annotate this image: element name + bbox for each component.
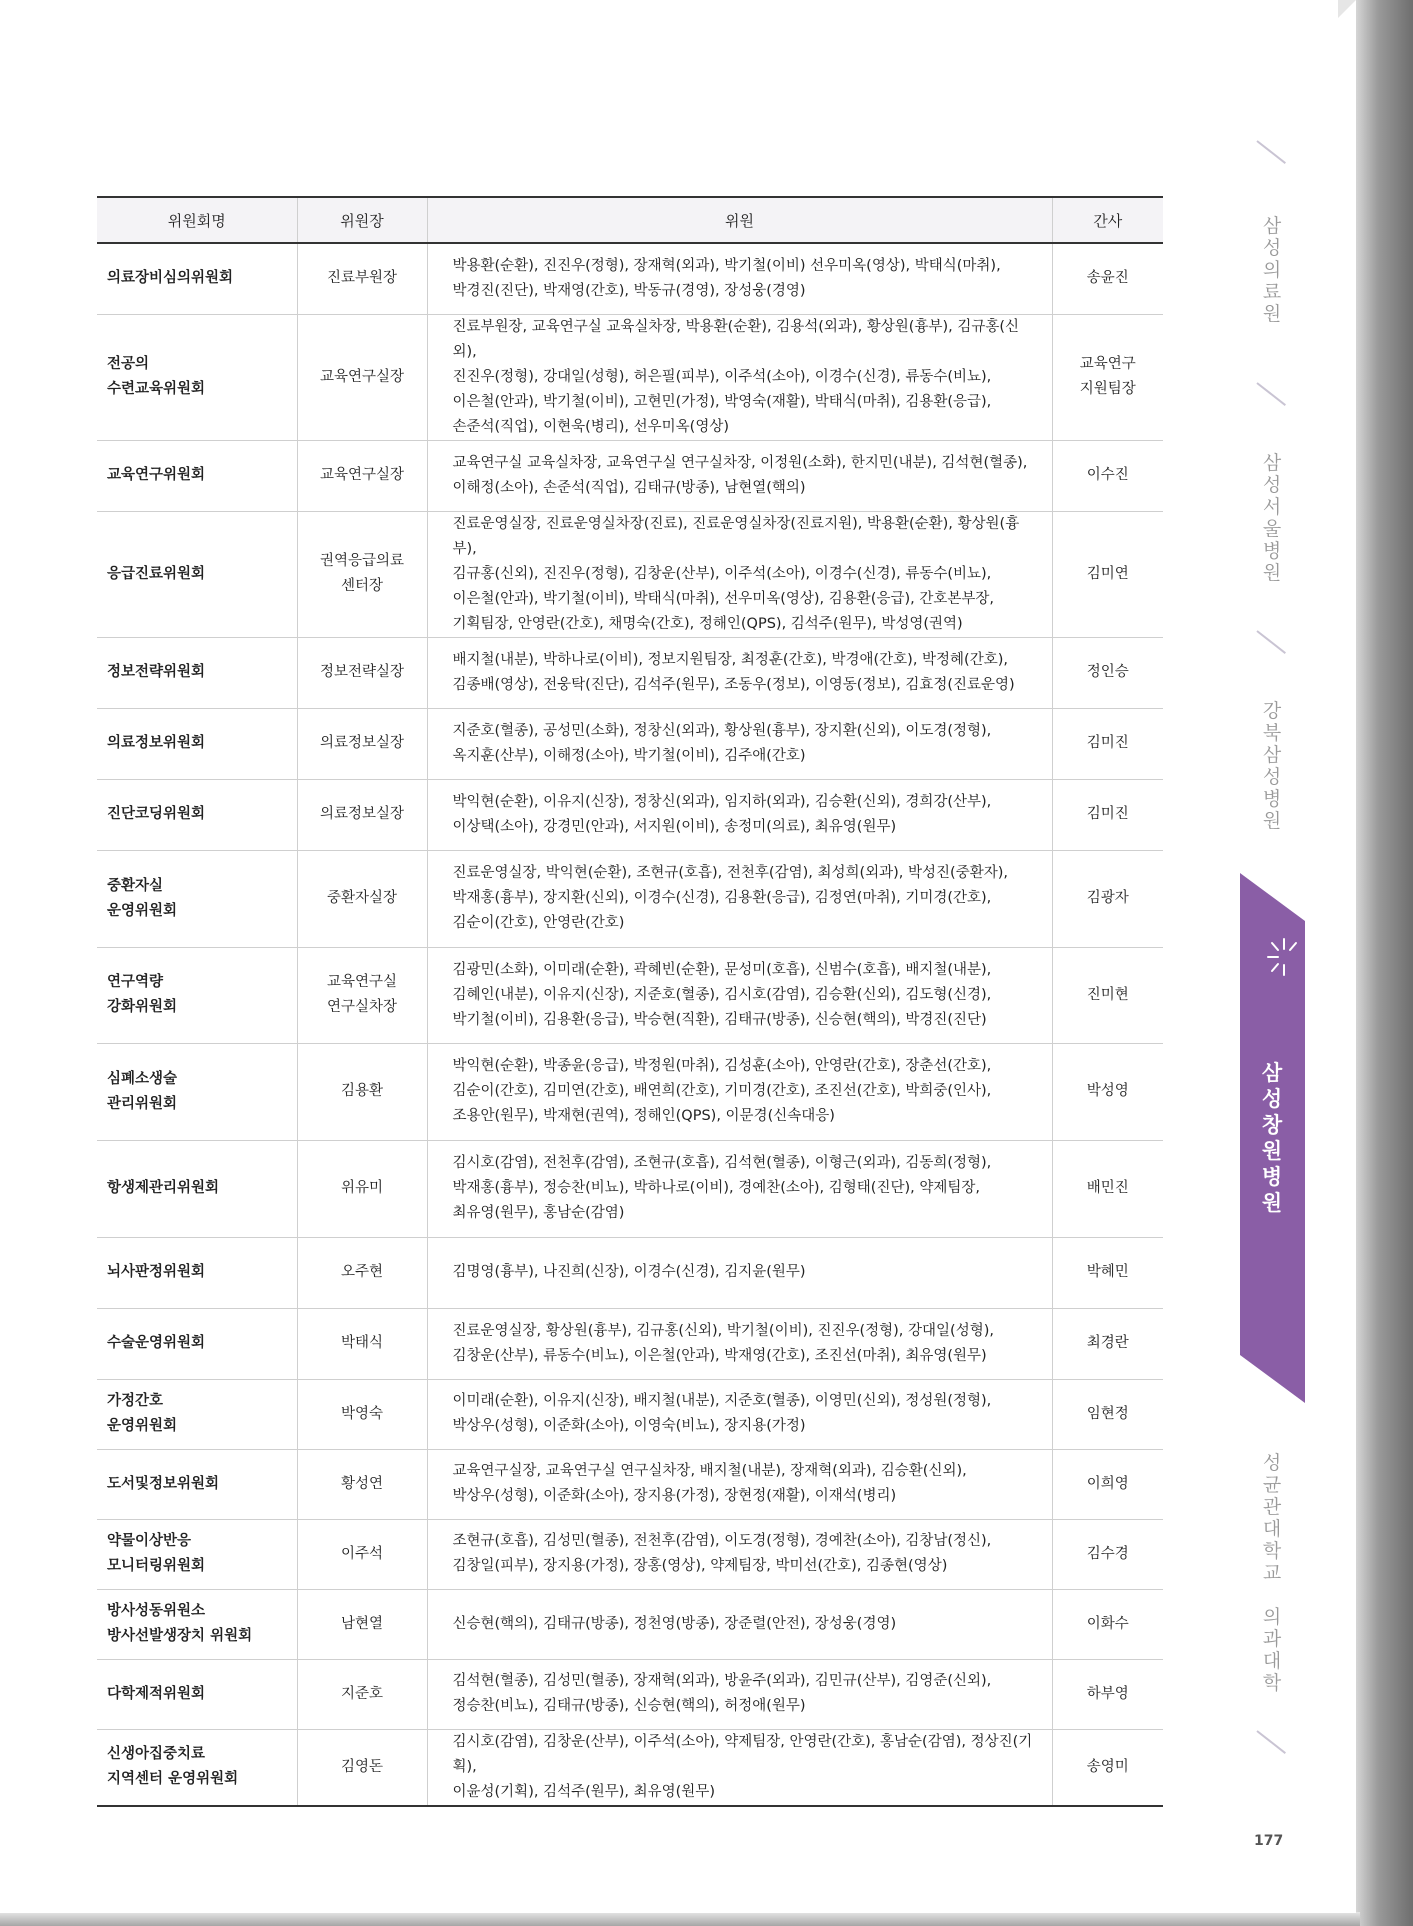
committee-name: 의료장비심의위원회	[97, 243, 297, 314]
committee-name: 교육연구위원회	[97, 440, 297, 511]
table-row	[97, 1589, 1163, 1659]
tab-divider	[1256, 382, 1286, 406]
committee-chair: 교육연구실장	[297, 314, 427, 440]
committee-secretary: 진미현	[1052, 947, 1163, 1043]
committee-chair: 박태식	[297, 1308, 427, 1379]
committee-name: 전공의 수련교육위원회	[97, 314, 297, 440]
committee-chair: 권역응급의료 센터장	[297, 511, 427, 637]
committee-members: 김시호(감염), 전천후(감염), 조현규(호흡), 김석현(혈종), 이형근(외과), 김동희(정형), 박재홍(흉부), 정승찬(비뇨), 박하나로(이비), 경예찬(소아), 김형태(진단), 약제팀장, 최유영(원무), 홍남순(감염)	[427, 1140, 1052, 1237]
committee-members: 김명영(흉부), 나진희(신장), 이경수(신경), 김지윤(원무)	[427, 1237, 1052, 1308]
committee-chair: 교육연구실 연구실차장	[297, 947, 427, 1043]
committee-members: 진료운영실장, 박익현(순환), 조현규(호흡), 전천후(감염), 최성희(외과), 박성진(중환자), 박재홍(흉부), 장지환(신외), 이경수(신경), 김용환(응급), 김정연(마취), 기미경(간호), 김순이(간호), 안영란(간호)	[427, 850, 1052, 947]
committee-members: 이미래(순환), 이유지(신장), 배지철(내분), 지준호(혈종), 이영민(신외), 정성원(정형), 박상우(성형), 이준화(소아), 이영숙(비뇨), 장지용(가정)	[427, 1379, 1052, 1449]
committee-members: 박익현(순환), 박종윤(응급), 박정원(마취), 김성훈(소아), 안영란(간호), 장춘선(간호), 김순이(간호), 김미연(간호), 배연희(간호), 기미경(간호), 조진선(간호), 박희중(인사), 조용안(원무), 박재현(권역), 정해인(QPS), 이문경(신속대응)	[427, 1043, 1052, 1140]
header-chair: 위원장	[297, 197, 427, 243]
committee-name: 의료정보위원회	[97, 708, 297, 779]
page-fold	[1338, 0, 1356, 18]
committee-members: 진료운영실장, 황상원(흉부), 김규홍(신외), 박기철(이비), 진진우(정형), 강대일(성형), 김창운(산부), 류동수(비뇨), 이은철(안과), 박재영(간호), 조진선(마취), 최유영(원무)	[427, 1308, 1052, 1379]
committee-members: 조현규(호흡), 김성민(혈종), 전천후(감염), 이도경(정형), 경예찬(소아), 김창남(정신), 김창일(피부), 장지용(가정), 장홍(영상), 약제팀장, 박미선(간호), 김종현(영상)	[427, 1519, 1052, 1589]
committee-members: 김시호(감염), 김창운(산부), 이주석(소아), 약제팀장, 안영란(간호), 홍남순(감염), 정상진(기획), 이윤성(기획), 김석주(원무), 최유영(원무)	[427, 1729, 1052, 1806]
page-number: 177	[1254, 1833, 1284, 1849]
table-row	[97, 1659, 1163, 1729]
header-secretary: 간사	[1052, 197, 1163, 243]
committee-secretary: 이희영	[1052, 1449, 1163, 1519]
committee-secretary: 하부영	[1052, 1659, 1163, 1729]
committee-members: 교육연구실 교육실차장, 교육연구실 연구실차장, 이정원(소화), 한지민(내분), 김석현(혈종), 이해정(소아), 손준석(직업), 김태규(방종), 남현열(핵의)	[427, 440, 1052, 511]
committee-members: 박익현(순환), 이유지(신장), 정창신(외과), 임지하(외과), 김승환(신외), 경희강(산부), 이상택(소아), 강경민(안과), 서지원(이비), 송정미(의료), 최유영(원무)	[427, 779, 1052, 850]
committee-members: 신승현(핵의), 김태규(방종), 정천영(방종), 장준렬(안전), 장성웅(경영)	[427, 1589, 1052, 1659]
table-row	[97, 1519, 1163, 1589]
committee-secretary: 이화수	[1052, 1589, 1163, 1659]
committee-secretary: 배민진	[1052, 1140, 1163, 1237]
committee-members: 교육연구실장, 교육연구실 연구실차장, 배지철(내분), 장재혁(외과), 김승환(신외), 박상우(성형), 이준화(소아), 장지용(가정), 장현정(재활), 이재석(병리)	[427, 1449, 1052, 1519]
committee-chair: 의료정보실장	[297, 708, 427, 779]
header-committee-name: 위원회명	[97, 197, 297, 243]
committee-members: 김광민(소화), 이미래(순환), 곽혜빈(순환), 문성미(호흡), 신범수(호흡), 배지철(내분), 김혜인(내분), 이유지(신장), 지준호(혈종), 김시호(감염), 김승환(신외), 김도형(신경), 박기철(이비), 김용환(응급), 박승현(직환), 김태규(방종), 신승현(핵의), 박경진(진단)	[427, 947, 1052, 1043]
tab-divider	[1256, 140, 1286, 164]
committee-secretary: 박성영	[1052, 1043, 1163, 1140]
tab-samsung-changwon-hospital[interactable]: 삼 성 창 원 병 원	[1261, 1061, 1283, 1215]
page-edge	[1355, 0, 1413, 1926]
table-header-row	[97, 197, 1163, 243]
table-row	[97, 314, 1163, 440]
committee-name: 응급진료위원회	[97, 511, 297, 637]
committee-name: 도서및정보위원회	[97, 1449, 297, 1519]
committee-chair: 위유미	[297, 1140, 427, 1237]
committee-secretary: 박혜민	[1052, 1237, 1163, 1308]
committee-name: 방사성동위원소 방사선발생장치 위원회	[97, 1589, 297, 1659]
header-members: 위원	[427, 197, 1052, 243]
committee-chair: 남현열	[297, 1589, 427, 1659]
committee-table	[97, 196, 1163, 1807]
committee-chair: 진료부원장	[297, 243, 427, 314]
committee-chair: 오주현	[297, 1237, 427, 1308]
committee-name: 가정간호 운영위원회	[97, 1379, 297, 1449]
tab-skku-medical-school[interactable]: 성 균 관 대 학 교 의 과 대 학	[1262, 1452, 1282, 1694]
committee-name: 수술운영위원회	[97, 1308, 297, 1379]
committee-chair: 이주석	[297, 1519, 427, 1589]
committee-chair: 김용환	[297, 1043, 427, 1140]
committee-name: 다학제적위원회	[97, 1659, 297, 1729]
table-row	[97, 1729, 1163, 1806]
table-row	[97, 440, 1163, 511]
page-edge-bottom	[0, 1912, 1360, 1926]
table-row	[97, 779, 1163, 850]
committee-secretary: 최경란	[1052, 1308, 1163, 1379]
committee-name: 약물이상반응 모니터링위원회	[97, 1519, 297, 1589]
committee-secretary: 임현정	[1052, 1379, 1163, 1449]
sparkle-icon	[1264, 935, 1304, 979]
committee-chair: 교육연구실장	[297, 440, 427, 511]
committee-chair: 박영숙	[297, 1379, 427, 1449]
committee-secretary: 김광자	[1052, 850, 1163, 947]
committee-members: 김석현(혈종), 김성민(혈종), 장재혁(외과), 방윤주(외과), 김민규(산부), 김영준(신외), 정승찬(비뇨), 김태규(방종), 신승현(핵의), 허정애(원무)	[427, 1659, 1052, 1729]
table-row	[97, 947, 1163, 1043]
table-row	[97, 1379, 1163, 1449]
table-row	[97, 511, 1163, 637]
committee-secretary: 김미진	[1052, 708, 1163, 779]
table-row	[97, 1140, 1163, 1237]
tab-divider	[1256, 1730, 1286, 1754]
table-row	[97, 1237, 1163, 1308]
committee-chair: 김영돈	[297, 1729, 427, 1806]
committee-name: 진단코딩위원회	[97, 779, 297, 850]
committee-name: 중환자실 운영위원회	[97, 850, 297, 947]
committee-members: 진료부원장, 교육연구실 교육실차장, 박용환(순환), 김용석(외과), 황상원(흉부), 김규홍(신외), 진진우(정형), 강대일(성형), 허은필(피부), 이주석(소아), 이경수(신경), 류동수(비뇨), 이은철(안과), 박기철(이비), 고현민(가정), 박영숙(재활), 박태식(마취), 김용환(응급), 손준석(직업), 이현욱(병리), 선우미옥(영상)	[427, 314, 1052, 440]
tab-divider	[1256, 630, 1286, 654]
table-row	[97, 243, 1163, 314]
committee-members: 지준호(혈종), 공성민(소화), 정창신(외과), 황상원(흉부), 장지환(신외), 이도경(정형), 옥지훈(산부), 이해정(소아), 박기철(이비), 김주애(간호)	[427, 708, 1052, 779]
committee-chair: 정보전략실장	[297, 637, 427, 708]
committee-name: 연구역량 강화위원회	[97, 947, 297, 1043]
committee-name: 심폐소생술 관리위원회	[97, 1043, 297, 1140]
table-row	[97, 1449, 1163, 1519]
table-row	[97, 637, 1163, 708]
committee-members: 박용환(순환), 진진우(정형), 장재혁(외과), 박기철(이비) 선우미옥(영상), 박태식(마취), 박경진(진단), 박재영(간호), 박동규(경영), 장성웅(경영)	[427, 243, 1052, 314]
committee-secretary: 교육연구 지원팀장	[1052, 314, 1163, 440]
table-row	[97, 850, 1163, 947]
committee-members: 배지철(내분), 박하나로(이비), 정보지원팀장, 최정훈(간호), 박경애(간호), 박정혜(간호), 김종배(영상), 전웅탁(진단), 김석주(원무), 조동우(정보), 이영동(정보), 김효정(진료운영)	[427, 637, 1052, 708]
committee-secretary: 김수경	[1052, 1519, 1163, 1589]
committee-chair: 의료정보실장	[297, 779, 427, 850]
committee-secretary: 이수진	[1052, 440, 1163, 511]
tab-kangbuk-samsung-hospital[interactable]: 강 북 삼 성 병 원	[1262, 700, 1282, 832]
tab-samsung-seoul-hospital[interactable]: 삼 성 서 울 병 원	[1262, 452, 1282, 584]
table-row	[97, 708, 1163, 779]
committee-secretary: 정인승	[1052, 637, 1163, 708]
committee-chair: 중환자실장	[297, 850, 427, 947]
committee-secretary: 김미진	[1052, 779, 1163, 850]
committee-secretary: 송영미	[1052, 1729, 1163, 1806]
table-row	[97, 1043, 1163, 1140]
committee-secretary: 김미연	[1052, 511, 1163, 637]
committee-members: 진료운영실장, 진료운영실차장(진료), 진료운영실차장(진료지원), 박용환(순환), 황상원(흉부), 김규홍(신외), 진진우(정형), 김창운(산부), 이주석(소아), 이경수(신경), 류동수(비뇨), 이은철(안과), 박기철(이비), 박태식(마취), 선우미옥(영상), 김용환(응급), 간호본부장, 기획팀장, 안영란(간호), 채명숙(간호), 정해인(QPS), 김석주(원무), 박성영(권역)	[427, 511, 1052, 637]
committee-name: 항생제관리위원회	[97, 1140, 297, 1237]
committee-chair: 지준호	[297, 1659, 427, 1729]
table-row	[97, 1308, 1163, 1379]
committee-chair: 황성연	[297, 1449, 427, 1519]
tab-samsung-medical-center[interactable]: 삼 성 의 료 원	[1262, 215, 1282, 325]
committee-secretary: 송윤진	[1052, 243, 1163, 314]
committee-name: 신생아집중치료 지역센터 운영위원회	[97, 1729, 297, 1806]
committee-name: 뇌사판정위원회	[97, 1237, 297, 1308]
committee-name: 정보전략위원회	[97, 637, 297, 708]
